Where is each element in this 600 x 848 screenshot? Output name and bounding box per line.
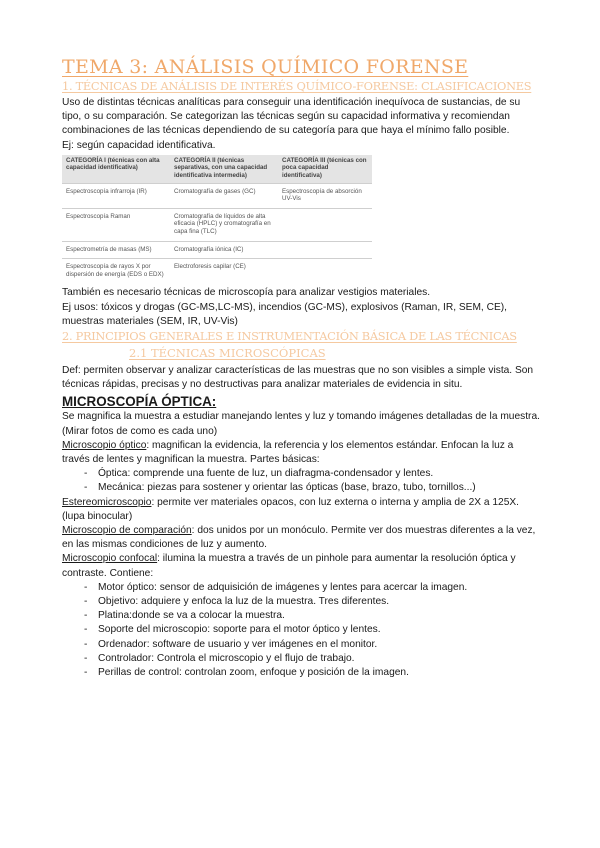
confocal-parts-list	[62, 581, 542, 680]
microscopy-note: También es necesario técnicas de microscopía para analizar vestigios materiales.	[62, 287, 431, 299]
table-cell: Espectroscopía Raman	[62, 208, 170, 241]
optical-intro: Se magnifica la muestra a estudiar manejando lentes y luz y tomando imágenes detalladas de la muestra. (Mirar fotos de como es cada uno)	[62, 411, 540, 437]
list-item: - Motor óptico: sensor de adquisición de imágenes y lentes para acercar la imagen.	[84, 581, 542, 595]
stereo-paragraph: Estereomicroscopio: permite ver materiales opacos, con luz externa o interna y amplia de 2X a 125X. (lupa binocular)	[62, 496, 519, 522]
usage-examples: Ej usos: tóxicos y drogas (GC-MS,LC-MS), incendios (GC-MS), explosivos (Raman, IR, SEM, CE), muestras materiales (SEM, IR, UV-Vis)	[62, 301, 507, 327]
definition: Def: permiten observar y analizar características de las muestras que no son visibles a simple vista. Son técnicas rápidas, precisas y no destructivas para analizar materiales de evidencia in situ.	[62, 364, 534, 391]
document-page	[62, 56, 542, 680]
optical-microscopy-heading: MICROSCOPÍA ÓPTICA:	[62, 394, 217, 410]
table-row	[62, 241, 372, 259]
section1-example: Ej: según capacidad identificativa.	[62, 139, 216, 151]
table-header: CATEGORÍA III (técnicas con poca capacidad identificativa)	[278, 155, 372, 183]
comparison-paragraph: Microscopio de comparación: dos unidos por un monóculo. Permite ver dos muestras diferentes a la vez, en las mismas condiciones de luz y aumento.	[62, 524, 536, 551]
table-cell: Espectroscopía infrarroja (IR)	[62, 183, 170, 208]
stereo-term: Estereomicroscopio	[62, 496, 152, 508]
list-item: - Objetivo: adquiere y enfoca la luz de la muestra. Tres diferentes.	[84, 595, 542, 609]
list-item: - Perillas de control: controlan zoom, enfoque y posición de la imagen.	[84, 666, 542, 680]
subsection-heading: 2.1 TÉCNICAS MICROSCÓPICAS	[129, 345, 326, 360]
table-header: CATEGORÍA I (técnicas con alta capacidad identificativa)	[62, 155, 170, 183]
table-row	[62, 208, 372, 241]
table-cell: Espectroscopía de rayos X por dispersión de energía (EDS o EDX)	[62, 259, 170, 284]
table-cell	[278, 208, 372, 241]
comparison-term: Microscopio de comparación	[62, 524, 192, 536]
table-cell: Cromatografía de gases (GC)	[170, 183, 278, 208]
section1-heading: 1. TÉCNICAS DE ANÁLISIS DE INTERÉS QUÍMICO-FORENSE: CLASIFICACIONES	[62, 79, 532, 93]
page-title: TEMA 3: ANÁLISIS QUÍMICO FORENSE	[62, 56, 469, 78]
table-cell: Espectrometría de masas (MS)	[62, 241, 170, 259]
table-cell: Electroforesis capilar (CE)	[170, 259, 278, 284]
list-item: - Soporte del microscopio: soporte para el motor óptico y lentes.	[84, 623, 542, 637]
table-row	[62, 183, 372, 208]
table-cell	[278, 241, 372, 259]
table-row	[62, 259, 372, 284]
table-cell	[278, 259, 372, 284]
confocal-term: Microscopio confocal	[62, 553, 158, 565]
optical-microscope-term: Microscopio óptico	[62, 439, 147, 451]
list-item: - Óptica: comprende una fuente de luz, un diafragma-condensador y lentes.	[84, 467, 542, 481]
section2-heading: 2. PRINCIPIOS GENERALES E INSTRUMENTACIÓN BÁSICA DE LAS TÉCNICAS	[62, 328, 517, 343]
list-item: - Controlador: Controla el microscopio y el flujo de trabajo.	[84, 652, 542, 666]
list-item: - Ordenador: software de usuario y ver imágenes en el monitor.	[84, 638, 542, 652]
list-item: - Mecánica: piezas para sostener y orientar las ópticas (base, brazo, tubo, tornillos...)	[84, 481, 542, 495]
optical-parts-list	[62, 467, 542, 495]
table-cell: Espectroscopía de absorción UV-Vis	[278, 183, 372, 208]
optical-microscope-paragraph: Microscopio óptico: magnifican la evidencia, la referencia y los elementos estándar. Enfocan la luz a través de lentes y magnifican la muestra. Partes básicas:	[62, 439, 514, 465]
table-cell: Cromatografía iónica (IC)	[170, 241, 278, 259]
confocal-paragraph: Microscopio confocal: ilumina la muestra a través de un pinhole para aumentar la resolución óptica y contraste. Contiene:	[62, 553, 516, 579]
category-table	[62, 155, 372, 284]
list-item: - Platina:donde se va a colocar la muestra.	[84, 609, 542, 623]
section1-intro: Uso de distintas técnicas analíticas para conseguir una identificación inequívoca de sustancias, de su tipo, o su comparación. Se categorizan las técnicas según su capacidad informativa y recomiendan combinaciones de las técnicas dependiendo de su categoría para que haya el mínimo fallo posible.	[62, 97, 521, 137]
table-header: CATEGORÍA II (técnicas separativas, con una capacidad identificativa intermedia)	[170, 155, 278, 183]
table-cell: Cromatografía de líquidos de alta eficacia (HPLC) y cromatografía en capa fina (TLC)	[170, 208, 278, 241]
